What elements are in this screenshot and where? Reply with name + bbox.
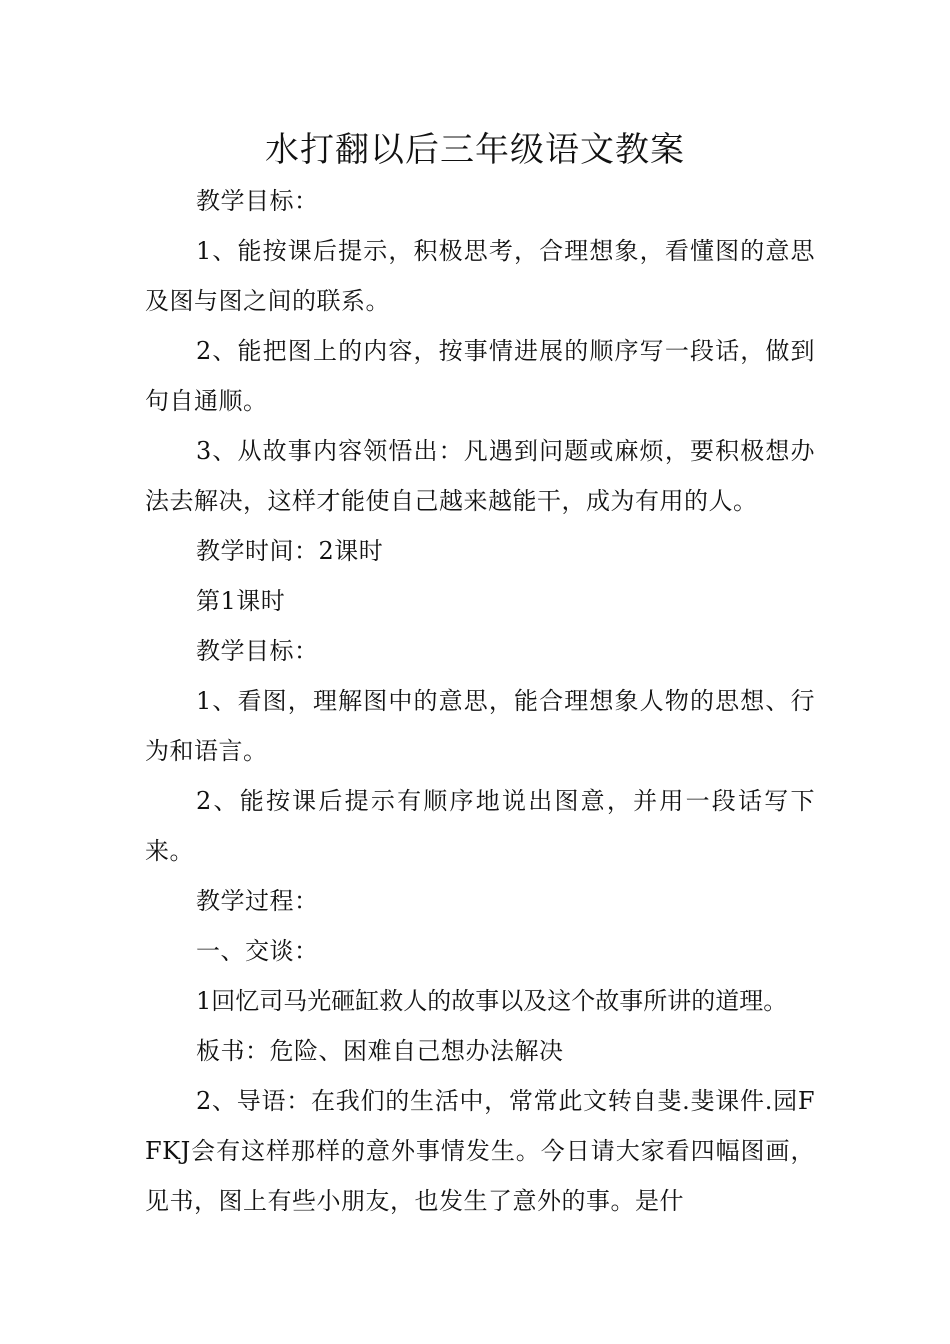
paragraph-process-heading: 教学过程： bbox=[196, 887, 319, 915]
paragraph-objective-2: 2、能把图上的内容，按事情进展的顺序写一段话，做到句自通顺。 bbox=[145, 337, 815, 415]
paragraph-objective-3: 3、从故事内容领悟出：凡遇到问题或麻烦，要积极想办法去解决，这样才能使自己越来越能干，成为有用的人。 bbox=[145, 437, 815, 515]
paragraph-lesson-objective-2: 2、能按课后提示有顺序地说出图意，并用一段话写下来。 bbox=[145, 787, 815, 865]
paragraph-section-conversation: 一、交谈： bbox=[196, 937, 319, 965]
paragraph-introduction: 2、导语：在我们的生活中，常常此文转自斐.斐课件.园FFKJ会有这样那样的意外事情发生。今日请大家看四幅图画，见书，图上有些小朋友，也发生了意外的事。是什 bbox=[145, 1087, 815, 1215]
paragraph-teaching-time: 教学时间：2课时 bbox=[196, 537, 384, 565]
paragraph-lesson-objectives-heading: 教学目标： bbox=[196, 637, 319, 665]
paragraph-objectives-heading: 教学目标： bbox=[196, 187, 319, 215]
paragraph-blackboard: 板书：危险、困难自己想办法解决 bbox=[196, 1037, 564, 1065]
paragraph-objective-1: 1、能按课后提示，积极思考，合理想象，看懂图的意思及图与图之间的联系。 bbox=[145, 237, 815, 315]
document-title: 水打翻以后三年级语文教案 bbox=[265, 130, 685, 170]
paragraph-recall-story: 1回忆司马光砸缸救人的故事以及这个故事所讲的道理。 bbox=[196, 987, 788, 1015]
paragraph-lesson-1: 第1课时 bbox=[196, 587, 286, 615]
paragraph-lesson-objective-1: 1、看图，理解图中的意思，能合理想象人物的思想、行为和语言。 bbox=[145, 687, 815, 765]
document-body bbox=[145, 176, 815, 1226]
